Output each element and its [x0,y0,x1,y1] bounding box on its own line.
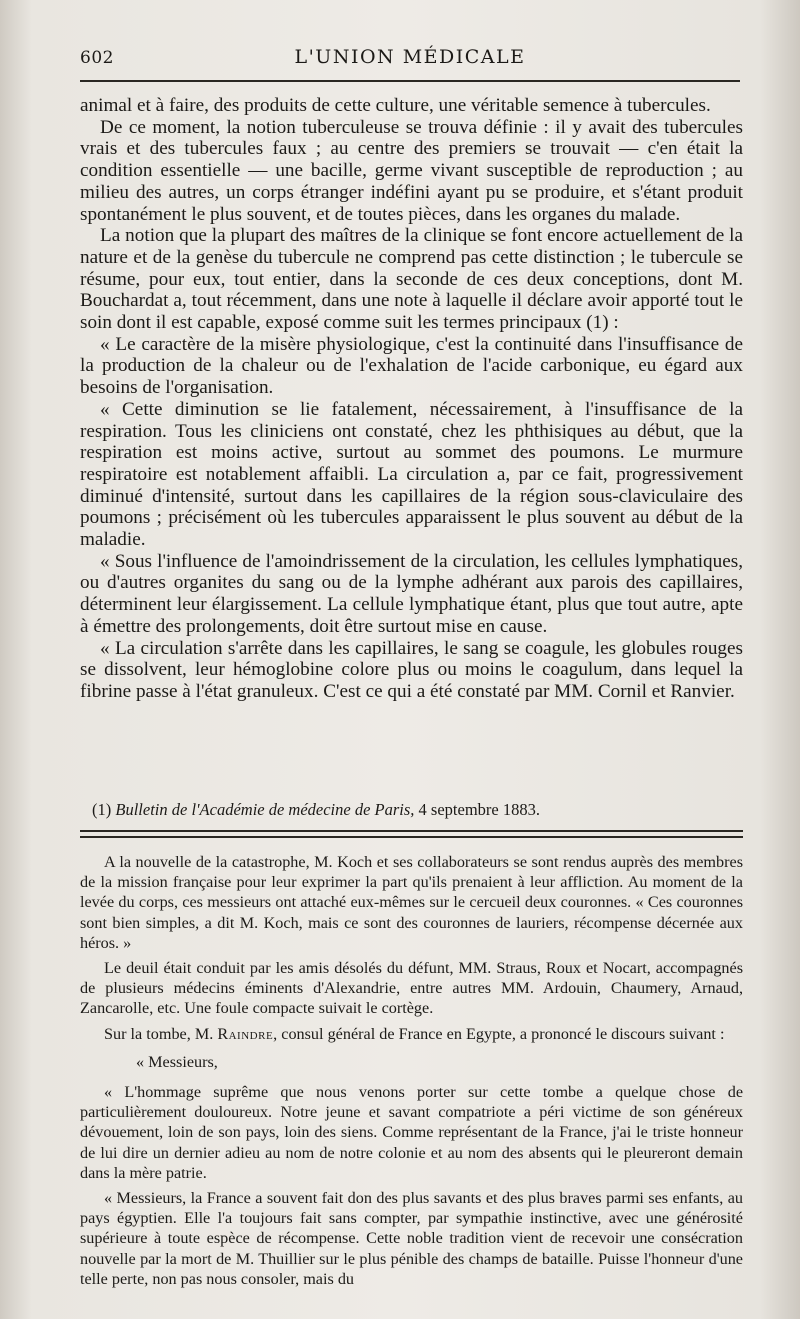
news-section [80,852,743,1294]
footnote-source: Bulletin de l'Académie de médecine de Paris, [115,800,415,819]
article-paragraph: animal et à faire, des produits de cette culture, une véritable semence à tubercules. [80,95,711,116]
footnote [80,800,755,820]
footnote-date: 4 septembre 1883. [418,800,540,819]
quoted-paragraph: « Cette diminution se lie fatalement, nécessairement, à l'insuffisance de la respiration. Tous les cliniciens ont constaté, chez les phthisiques au début, que la respiration est moins active, surtout au sommet des poumons. Le murmure respiratoire est notablement affaibli. La circulation a, par ce fait, progressivement diminué d'intensité, surtout dans les capillaires de la région sous-claviculaire des poumons ; précisément où les tubercules apparaissent le plus souvent au début de la maladie. [80,398,743,551]
article-paragraph: La notion que la plupart des maîtres de la clinique se font encore actuellement de la nature et de la genèse du tubercule ne comprend pas cette distinction ; le tubercule se résume, pour eux, tout entier, dans la seconde de ces deux conceptions, dont M. Bouchardat a, tout récemment, dans une note à laquelle il déclare avoir apporté tout le soin dont il est capable, exposé comme suit les termes principaux (1) : [80,225,743,334]
quoted-paragraph: « Sous l'influence de l'amoindrissement de la circulation, les cellules lymphatiques, ou d'autres organites du sang ou de la lymphe adhérant aux parois des capillaires, déterminent leur élargissement. La cellule lymphatique étant, plus que tout autre, apte à émettre des prolongements, doit être surtout mise en cause. [80,550,743,637]
news-paragraph: Le deuil était conduit par les amis désolés du défunt, MM. Straus, Roux et Nocart, accompagnés de plusieurs médecins éminents d'Alexandrie, entre autres MM. Ardouin, Chaumery, Arnaud, Zancarolle, etc. Une foule compacte suivait le cortège. [80,959,743,1018]
speech-paragraph: « L'hommage suprême que nous venons porter sur cette tombe a quelque chose de particulièrement douloureux. Notre jeune et savant compatriote a péri victime de son généreux dévouement, loin de son pays, loin des siens. Comme représentant de la France, j'ai le triste honneur de lui dire un dernier adieu au nom de notre colonie et au nom des absents qui le pleureront demain dans la mère patrie. [80,1083,743,1182]
news-text-fragment: Sur la tombe, M. [104,1024,214,1043]
article-body [80,95,743,703]
speech-paragraph: « Messieurs, la France a souvent fait don des plus savants et des plus braves parmi ses enfants, au pays égyptien. Elle l'a toujours fait sans compter, par sympathie instinctive, avec une générosité supérieure à toute espèce de récompense. Cette noble tradition vient de recevoir une consécration nouvelle par la mort de M. Thuillier sur le plus pénible des champs de bataille. Puisse l'honneur d'une telle perte, non pas nous consoler, mais du [80,1189,743,1288]
running-title: L'UNION MÉDICALE [294,46,526,68]
news-text-fragment: , consul général de France en Egypte, a prononcé le discours suivant : [273,1024,725,1043]
footnote-marker: (1) [92,800,112,819]
header-rule [80,80,740,82]
quoted-paragraph: « Le caractère de la misère physiologique, c'est la continuité dans l'insuffisance de la production de la chaleur ou de l'exhalation de l'acide carbonique, eu égard aux besoins de l'organisation. [80,333,743,399]
section-divider-top [80,830,743,832]
speech-salutation: « Messieurs, [136,1052,218,1071]
page-header [80,44,740,74]
quoted-paragraph: « La circulation s'arrête dans les capillaires, le sang se coagule, les globules rouges se dissolvent, leur hémoglobine colore plus ou moins le coagulum, dans lequel la fibrine passe à l'état granuleux. C'est ce qui a été constaté par MM. Cornil et Ranvier. [80,637,743,702]
consul-name: Raindre [217,1024,274,1043]
news-paragraph [80,1024,743,1044]
article-paragraph: De ce moment, la notion tuberculeuse se trouva définie : il y avait des tubercules vrais et des tubercules faux ; au centre des premiers se trouvait — c'en était la condition essentielle — une bacille, germe vivant susceptible de reproduction ; au milieu des autres, un corps étranger indéfini ayant pu se produire, et s'étant produit spontanément le plus souvent, et de toutes pièces, dans les organes du malade. [80,116,743,225]
page-number: 602 [80,48,114,68]
section-divider-bottom [80,836,743,838]
news-paragraph: A la nouvelle de la catastrophe, M. Koch et ses collaborateurs se sont rendus auprès des membres de la mission française pour leur exprimer la part qu'ils prenaient à leur affliction. Au moment de la levée du corps, ces messieurs ont attaché eux-mêmes sur le cercueil deux couronnes. « Ces couronnes sont bien simples, a dit M. Koch, mais ce sont des couronnes de lauriers, récompense décernée aux héros. » [80,853,743,952]
